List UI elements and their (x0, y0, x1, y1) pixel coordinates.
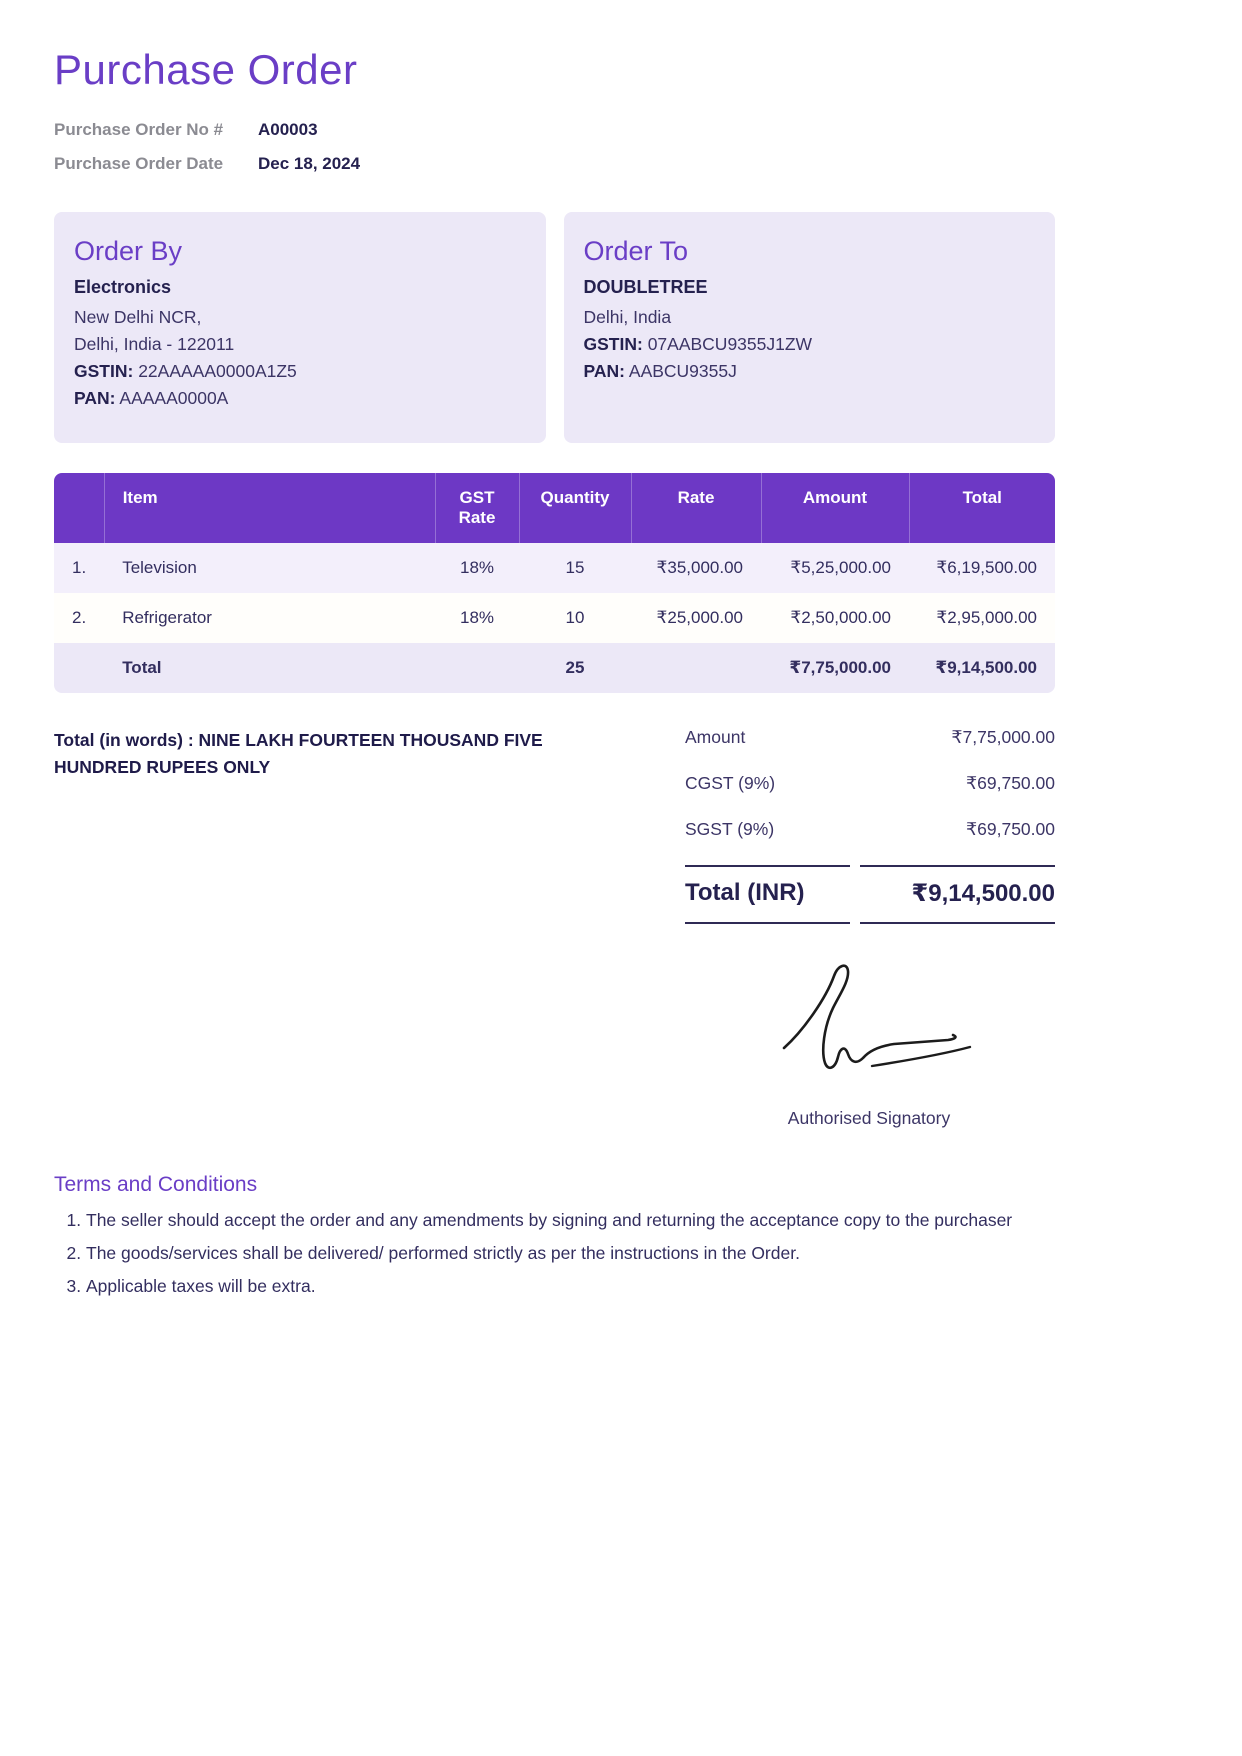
gstin-value: 07AABCU9355J1ZW (647, 334, 813, 355)
cell-total: ₹2,95,000.00 (936, 607, 1037, 627)
authorised-signatory-label: Authorised Signatory (787, 1107, 951, 1128)
grand-total-value: ₹9,14,500.00 (860, 865, 1055, 924)
summary-label: Amount (685, 726, 746, 747)
pan-label: PAN: (583, 361, 625, 382)
order-by-pan (74, 385, 526, 412)
terms-item: 3. Applicable taxes will be extra. (86, 1273, 1046, 1300)
order-to-pan (584, 358, 1036, 385)
pan-label: PAN: (74, 388, 116, 409)
summary-label: CGST (9%) (685, 772, 776, 793)
header-gst-rate: GST Rate (435, 473, 519, 543)
cell-sno: 2. (72, 607, 87, 627)
signature-block (683, 952, 1055, 1129)
cell-item: Refrigerator (122, 607, 212, 627)
header-item: Item (104, 473, 435, 543)
cell-empty (631, 643, 761, 693)
cell-empty (54, 643, 104, 693)
order-to-heading: Order To (583, 236, 689, 266)
total-in-words-label: Total (in words) : (54, 729, 194, 750)
grand-total-row (685, 865, 1055, 924)
cell-amount: ₹5,25,000.00 (790, 557, 891, 577)
table-row (54, 593, 1055, 643)
cell-total: ₹6,19,500.00 (936, 557, 1037, 577)
pan-value: AAAAA0000A (119, 388, 229, 409)
order-by-card (54, 212, 546, 443)
summary-value: ₹7,75,000.00 (951, 726, 1055, 747)
order-meta (54, 120, 1055, 174)
summary-value: ₹69,750.00 (966, 818, 1055, 839)
cell-rate: ₹35,000.00 (656, 557, 743, 577)
po-number-row (54, 120, 1055, 140)
order-to-address-line1: Delhi, India (583, 307, 672, 327)
summary-row-amount (685, 727, 1055, 748)
order-by-address-line2: Delhi, India - 122011 (74, 334, 235, 355)
terms-list (54, 1207, 1055, 1300)
total-in-words (54, 727, 642, 924)
summary-row-sgst (685, 819, 1055, 840)
cell-gst-rate: 18% (459, 607, 495, 627)
grand-total-label: Total (INR) (685, 865, 850, 924)
po-number-label: Purchase Order No # (54, 120, 224, 139)
cell-total-quantity: 25 (565, 657, 585, 677)
parties-section (54, 212, 1055, 443)
summary-value: ₹69,750.00 (966, 772, 1055, 793)
po-date-row (54, 154, 1055, 174)
table-row (54, 543, 1055, 593)
cell-total-label: Total (122, 657, 162, 677)
signature-section (54, 952, 1055, 1129)
header-rate: Rate (631, 473, 761, 543)
order-to-gstin (584, 331, 1036, 358)
po-date-value: Dec 18, 2024 (258, 154, 361, 173)
terms-item: 2. The goods/services shall be delivered/ performed strictly as per the instructions in the Order. (86, 1240, 1046, 1267)
gstin-label: GSTIN: (74, 361, 134, 382)
cell-rate: ₹25,000.00 (656, 607, 743, 627)
cell-total-amount: ₹7,75,000.00 (789, 657, 891, 677)
signature-image (683, 952, 1055, 1082)
table-total-row (54, 643, 1055, 693)
page-title: Purchase Order (54, 46, 358, 93)
header-sno (54, 473, 104, 543)
cell-gst-rate: 18% (459, 557, 495, 577)
gstin-label: GSTIN: (583, 334, 643, 355)
po-date-label: Purchase Order Date (54, 154, 224, 173)
tax-summary (685, 727, 1055, 924)
cell-total-total: ₹9,14,500.00 (935, 657, 1037, 677)
items-table-header (54, 473, 1055, 543)
terms-item: 1. The seller should accept the order and any amendments by signing and returning the acceptance copy to the purchaser (86, 1207, 1046, 1234)
gstin-value: 22AAAAA0000A1Z5 (138, 361, 297, 382)
order-by-heading: Order By (74, 236, 183, 266)
pan-value: AABCU9355J (628, 361, 737, 382)
cell-quantity: 15 (565, 557, 585, 577)
order-by-address-line1: New Delhi NCR, (74, 307, 202, 327)
order-by-gstin (74, 358, 526, 385)
cell-quantity: 10 (565, 607, 585, 627)
terms-section (54, 1173, 1055, 1300)
totals-section (54, 727, 1055, 924)
cell-empty (435, 643, 519, 693)
po-number-value: A00003 (258, 120, 318, 139)
header-amount: Amount (761, 473, 909, 543)
summary-row-cgst (685, 773, 1055, 794)
cell-amount: ₹2,50,000.00 (790, 607, 891, 627)
total-in-words-value: NINE LAKH FOURTEEN THOUSAND FIVE HUNDRED RUPEES ONLY (54, 729, 543, 777)
order-to-card (564, 212, 1056, 443)
header-quantity: Quantity (519, 473, 631, 543)
cell-sno: 1. (72, 557, 87, 577)
items-table (54, 473, 1055, 693)
header-total: Total (909, 473, 1055, 543)
cell-item: Television (122, 557, 197, 577)
terms-heading: Terms and Conditions (54, 1172, 258, 1196)
order-to-name: DOUBLETREE (583, 277, 708, 297)
signature-scribble-icon (754, 952, 984, 1082)
summary-label: SGST (9%) (685, 818, 775, 839)
order-by-name: Electronics (74, 277, 172, 297)
